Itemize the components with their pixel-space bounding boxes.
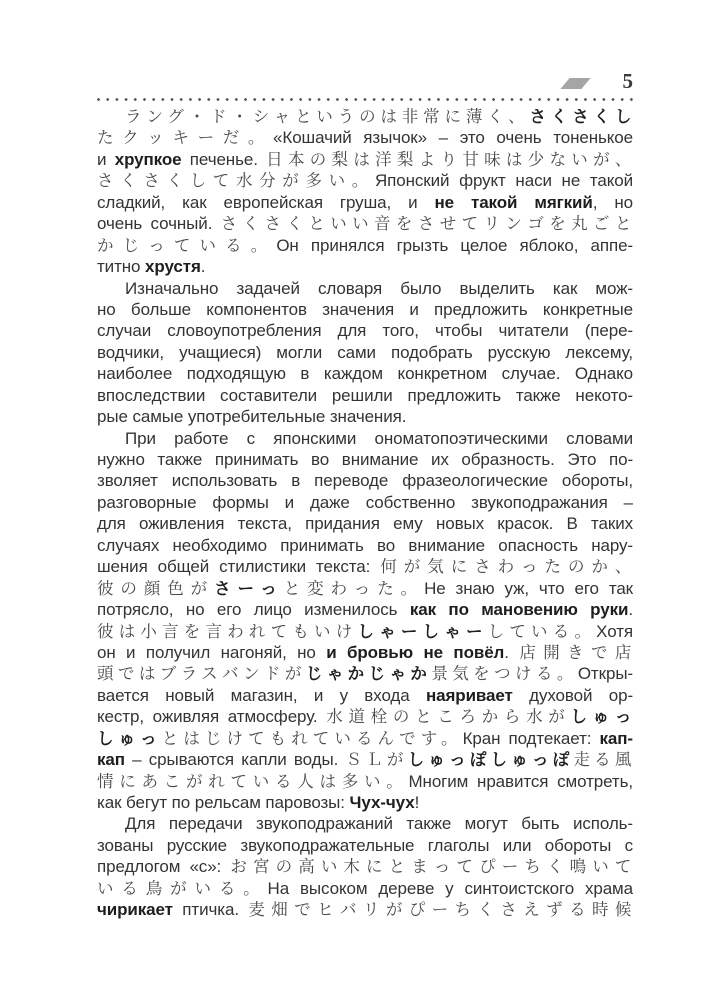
- text-segment: 景気をつける。: [431, 664, 578, 684]
- text-segment: しゅっ: [97, 728, 162, 748]
- text-line: [97, 899, 633, 920]
- text-segment: случаи словоупотребления для того, чтобы читатели (пере-: [97, 321, 633, 341]
- text-segment: зованы русские звукоподражательные глаголы или обороты с: [97, 835, 633, 855]
- text-line: [97, 663, 633, 684]
- text-segment: предлогом «с»:: [97, 857, 231, 877]
- text-line: [97, 513, 633, 534]
- text-line: [97, 492, 633, 513]
- text-segment: しゅっ: [570, 707, 633, 727]
- text-segment: 頭ではブラスバンドが: [97, 664, 306, 684]
- text-segment: но больше компонентов значения и предложить конкретные: [97, 299, 633, 319]
- text-line: [97, 749, 633, 770]
- text-line: [97, 428, 633, 449]
- text-segment: 麦畑でヒバリがぴーちくさえずる時候: [248, 900, 633, 920]
- text-segment: хрупкое: [114, 149, 182, 169]
- text-segment: не такой мягкий: [434, 192, 593, 212]
- text-segment: しゅっぽしゅっぽ: [407, 750, 574, 770]
- text-segment: он и получил нагоняй, но: [97, 642, 327, 662]
- text-segment: さくさくし: [529, 107, 633, 126]
- text-segment: кап: [97, 750, 125, 770]
- text-line: [97, 470, 633, 491]
- text-segment: разговорные формы и даже собственно звукоподражания –: [97, 492, 633, 512]
- text-segment: Изначально задачей словаря было выделить как мож-: [125, 278, 633, 298]
- dotted-rule: [97, 98, 633, 102]
- text-segment: «Кошачий язычок» – это очень тоненькое: [273, 128, 633, 148]
- text-line: [97, 213, 633, 234]
- text-segment: нужно также принимать во внимание их образность. Это по-: [97, 450, 633, 469]
- text-segment: водчики, учащиеся) могли сами подобрать русскую лексему,: [97, 342, 633, 362]
- text-segment: печенье.: [181, 149, 267, 169]
- text-segment: 情にあこがれている人は多い。: [97, 771, 409, 791]
- text-line: [97, 813, 633, 834]
- text-segment: Не знаю уж, что его так: [424, 578, 633, 598]
- text-segment: наяривает: [425, 685, 513, 705]
- text-line: [97, 256, 633, 277]
- text-segment: впоследствии составители решили предложить также некото-: [97, 385, 633, 405]
- text-line: [97, 835, 633, 856]
- text-segment: хрустя: [145, 257, 201, 277]
- text-line: [97, 535, 633, 556]
- text-segment: кап-: [599, 728, 633, 748]
- text-segment: 水道栓のところから水が: [326, 707, 571, 727]
- text-line: [97, 621, 633, 642]
- text-segment: .: [200, 257, 206, 277]
- text-line: [97, 106, 633, 127]
- text-segment: титно: [97, 257, 146, 277]
- text-line: [97, 299, 633, 320]
- slash-marker-icon: [560, 78, 590, 89]
- text-segment: , но: [592, 192, 633, 212]
- text-segment: зволяет использовать в переводе фразеологические обороты,: [97, 471, 633, 491]
- text-segment: さくさくして水分が多い。: [97, 171, 375, 191]
- text-line: [97, 342, 633, 363]
- page-header: [97, 69, 633, 106]
- text-segment: 彼は小言を言われてもいけ: [97, 621, 358, 641]
- text-line: [97, 642, 633, 663]
- text-segment: と変わった。: [283, 578, 425, 598]
- text-segment: している。: [487, 621, 597, 641]
- text-segment: Кран подтекает:: [462, 728, 600, 748]
- text-segment: ＳＬが: [345, 750, 408, 770]
- text-segment: Хотя: [596, 621, 633, 641]
- text-line: [97, 728, 633, 749]
- text-segment: しゃーしゃー: [357, 621, 488, 641]
- text-segment: чирикает: [97, 900, 173, 920]
- text-line: [97, 599, 633, 620]
- text-line: [97, 192, 633, 213]
- text-segment: сладкий, как европейская груша, и: [97, 192, 435, 212]
- text-segment: При работе с японскими ономатопоэтическими словами: [125, 428, 633, 448]
- text-segment: .: [504, 642, 520, 662]
- text-segment: !: [414, 793, 420, 812]
- text-segment: как бегут по рельсам паровозы:: [97, 793, 350, 812]
- text-line: [97, 792, 633, 813]
- text-line: [97, 406, 633, 427]
- text-segment: ラング・ド・シャというのは非常に薄く、: [125, 107, 530, 126]
- text-segment: Японский фрукт наси не такой: [374, 171, 633, 191]
- text-segment: Для передачи звукоподражаний также могут быть исполь-: [125, 814, 633, 834]
- text-line: [97, 278, 633, 299]
- text-segment: じゃかじゃか: [305, 664, 432, 684]
- text-segment: 日本の梨は洋梨より甘味は少ないが、: [266, 149, 633, 169]
- text-line: [97, 320, 633, 341]
- text-segment: .: [628, 600, 633, 620]
- text-segment: Откры-: [577, 664, 633, 684]
- text-line: [97, 878, 633, 899]
- text-line: [97, 149, 633, 170]
- text-line: [97, 127, 633, 148]
- text-segment: とはじけてもれているんです。: [161, 728, 463, 748]
- text-line: [97, 235, 633, 256]
- text-segment: для оживления текста, придания ему новых красок. В таких: [97, 514, 633, 534]
- text-segment: 彼の顔色が: [97, 578, 215, 598]
- text-segment: 何が気にさわったのか、: [380, 557, 633, 577]
- text-segment: たクッキーだ。: [97, 128, 274, 148]
- text-segment: и: [97, 149, 115, 169]
- text-segment: Многим нравится смотреть,: [408, 771, 633, 791]
- text-line: [97, 578, 633, 599]
- text-line: [97, 856, 633, 877]
- text-segment: вается новый магазин, и у входа: [97, 685, 426, 705]
- text-segment: и бровью не повёл: [326, 642, 505, 662]
- text-segment: お宮の高い木にとまってぴーちく鳴いて: [230, 857, 633, 877]
- text-segment: Он принялся грызть целое яблоко, аппе-: [276, 235, 633, 255]
- text-segment: さくさくといい音をさせてリンゴを丸ごと: [220, 214, 633, 234]
- text-segment: шения общей стилистики текста:: [97, 557, 381, 577]
- text-line: [97, 556, 633, 577]
- text-segment: как по мановению руки: [409, 600, 629, 620]
- text-segment: На высоком дереве у синтоистского храма: [267, 878, 633, 898]
- text-segment: наиболее подходящую в каждом конкретном случае. Однако: [97, 364, 633, 384]
- text-segment: духовой ор-: [512, 685, 633, 705]
- text-segment: さーっ: [214, 578, 284, 598]
- text-segment: Чух-чух: [349, 793, 415, 812]
- text-line: [97, 449, 633, 470]
- text-segment: птичка.: [172, 900, 249, 920]
- text-segment: 店開きで店: [519, 642, 633, 662]
- text-segment: кестр, оживляя атмосферу.: [97, 707, 327, 727]
- text-segment: рые самые употребительные значения.: [97, 407, 407, 427]
- text-segment: 走る風: [573, 750, 633, 770]
- body-text: [97, 106, 633, 921]
- text-line: [97, 363, 633, 384]
- text-line: [97, 771, 633, 792]
- text-segment: かじっている。: [97, 235, 277, 255]
- page-number: 5: [622, 69, 633, 93]
- text-segment: случаях необходимо принимать во внимание опасность нару-: [97, 535, 633, 555]
- text-segment: いる鳥がいる。: [97, 878, 268, 898]
- text-line: [97, 706, 633, 727]
- text-line: [97, 170, 633, 191]
- text-segment: потрясло, но его лицо изменилось: [97, 600, 410, 620]
- text-line: [97, 385, 633, 406]
- text-segment: – срываются капли воды.: [124, 750, 346, 770]
- text-line: [97, 685, 633, 706]
- text-segment: очень сочный.: [97, 214, 221, 234]
